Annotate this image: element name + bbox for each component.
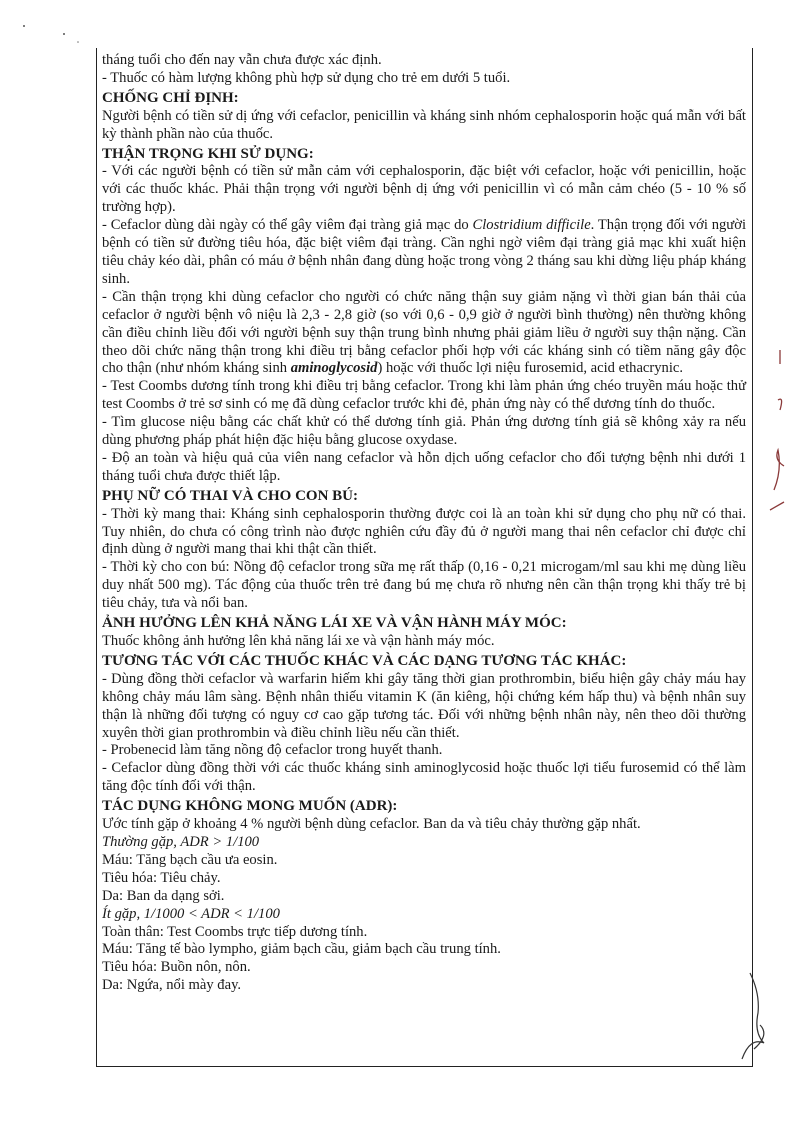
paragraph: - Thời kỳ mang thai: Kháng sinh cephalosporin thường được coi là an toàn khi sử dụng cho phụ nữ có thai. Tuy nhiên, do chưa có công trình nào được nghiên cứu đầy đủ ở người mang thai nên cefaclor chỉ được chỉ định dùng ở người mang thai khi thật cần thiết.: [102, 505, 746, 558]
heading-driving: ẢNH HƯỞNG LÊN KHẢ NĂNG LÁI XE VÀ VẬN HÀNH MÁY MÓC:: [102, 615, 567, 632]
paragraph: - Độ an toàn và hiệu quả của viên nang cefaclor và hỗn dịch uống cefaclor cho đối tượng bệnh nhi dưới 1 tháng tuổi chưa được thiết lập.: [102, 449, 746, 484]
frequency-uncommon: Ít gặp, 1/1000 < ADR < 1/100: [102, 905, 280, 922]
list-item: Tiêu hóa: Buồn nôn, nôn.: [102, 959, 251, 976]
text: - Cefaclor dùng dài ngày có thể gây viêm đại tràng giả mạc do: [102, 217, 473, 234]
text: ) hoặc với thuốc lợi niệu furosemid, acid ethacrynic.: [377, 360, 684, 377]
paragraph: [102, 289, 746, 379]
paragraph: - Cefaclor dùng đồng thời với các thuốc kháng sinh aminoglycosid hoặc thuốc lợi tiểu furosemid có thể làm tăng độc tính đối với thận.: [102, 760, 746, 795]
paragraph: tháng tuổi cho đến nay vẫn chưa được xác định.: [102, 52, 382, 68]
text: - Cần thận trọng khi dùng cefaclor cho người có chức năng thận suy giảm nặng vì thời gian bán thải của cefaclor ở người bệnh vô niệu là 2,3 - 2,8 giờ (so với 0,6 - 0,9 giờ ở người bình thường) nên thường không cần điều chỉnh liều đối với người bệnh suy thận trung bình nhưng phải giảm liều ở người suy thận nặng. Cần theo dõi chức năng thận trong khi điều trị bằng cefaclor phối hợp với các kháng sinh có tiềm năng gây độc cho thận (như nhóm kháng sinh: [102, 288, 746, 377]
paragraph: Người bệnh có tiền sử dị ứng với cefaclor, penicillin và kháng sinh nhóm cephalosporin hoặc quá mẫn với bất kỳ thành phần nào của thuốc.: [102, 107, 746, 142]
paragraph: - Thuốc có hàm lượng không phù hợp sử dụng cho trẻ em dưới 5 tuổi.: [102, 69, 511, 86]
document-body: [102, 52, 746, 995]
paragraph: - Với các người bệnh có tiền sử mẫn cảm với cephalosporin, đặc biệt với cefaclor, hoặc với penicillin, hoặc với các thuốc khác. Phải thận trọng với người bệnh dị ứng với penicillin vì có mẫn cảm chéo (5 - 10 % số trường hợp).: [102, 163, 746, 216]
list-item: Da: Ban da dạng sởi.: [102, 887, 225, 904]
text: . Thận trọng đối với người bệnh có tiền sử đường tiêu hóa, đặc biệt viêm đại tràng. Cần nghi ngờ viêm đại tràng giả mạc khi xuất hiện tiêu chảy kéo dài, phân có máu ở bệnh nhân đang dùng hoặc trong vòng 2 tháng sau khi dừng liệu pháp kháng sinh.: [102, 217, 746, 287]
handwritten-signature-right: [760, 340, 796, 520]
paragraph: Thuốc không ảnh hưởng lên khả năng lái xe và vận hành máy móc.: [102, 633, 495, 649]
paragraph: [102, 217, 746, 289]
paragraph: - Tìm glucose niệu bằng các chất khử có thể dương tính giả. Phản ứng dương tính giả sẽ không xảy ra nếu dùng phương pháp phát hiện đặc hiệu bằng glucose oxydase.: [102, 414, 746, 449]
paragraph: Ước tính gặp ở khoảng 4 % người bệnh dùng cefaclor. Ban da và tiêu chảy thường gặp nhất.: [102, 816, 641, 833]
heading-interactions: TƯƠNG TÁC VỚI CÁC THUỐC KHÁC VÀ CÁC DẠNG TƯƠNG TÁC KHÁC:: [102, 652, 627, 669]
heading-adverse-reactions: TÁC DỤNG KHÔNG MONG MUỐN (ADR):: [102, 798, 398, 815]
scan-mark-top: [20, 20, 80, 50]
frequency-common: Thường gặp, ADR > 1/100: [102, 833, 260, 850]
drug-class: aminoglycosid: [290, 360, 378, 377]
list-item: Tiêu hóa: Tiêu chảy.: [102, 869, 221, 886]
paragraph: - Dùng đồng thời cefaclor và warfarin hiếm khi gây tăng thời gian prothrombin, biểu hiện gây chảy máu hay không chảy máu lâm sàng. Bệnh nhân thiếu vitamin K (ăn kiêng, hội chứng kém hấp thu) và bệnh nhân suy thận là những đối tượng có nguy cơ cao gặp tương tác. Đối với những bệnh nhân này, nên theo dõi thường xuyên thời gian prothrombin và điều chỉnh liều nếu cần thiết.: [102, 670, 746, 741]
organism-name: Clostridium difficile: [472, 217, 591, 234]
handwritten-signature-bottom: [730, 965, 780, 1075]
heading-contraindications: CHỐNG CHỈ ĐỊNH:: [102, 89, 239, 106]
list-item: Toàn thân: Test Coombs trực tiếp dương tính.: [102, 923, 368, 940]
list-item: Máu: Tăng tế bào lympho, giảm bạch cầu, giảm bạch cầu trung tính.: [102, 941, 501, 958]
paragraph: - Probenecid làm tăng nồng độ cefaclor trong huyết thanh.: [102, 742, 443, 759]
paragraph: - Test Coombs dương tính trong khi điều trị bằng cefaclor. Trong khi làm phản ứng chéo truyền máu hoặc thử test Coombs ở trẻ sơ sinh có mẹ đã dùng cefaclor trước khi đẻ, phản ứng này có thể dương tính do thuốc.: [102, 378, 746, 413]
list-item: Máu: Tăng bạch cầu ưa eosin.: [102, 851, 278, 868]
heading-precautions: THẬN TRỌNG KHI SỬ DỤNG:: [102, 145, 314, 162]
list-item: Da: Ngứa, nổi mày đay.: [102, 977, 242, 994]
heading-pregnancy: PHỤ NỮ CÓ THAI VÀ CHO CON BÚ:: [102, 487, 358, 504]
paragraph: - Thời kỳ cho con bú: Nồng độ cefaclor trong sữa mẹ rất thấp (0,16 - 0,21 microgam/ml sau khi mẹ dùng liều duy nhất 500 mg). Tác động của thuốc trên trẻ đang bú mẹ chưa rõ nhưng nên cần thận trọng khi thấy trẻ bị tiêu chảy, tưa và nổi ban.: [102, 559, 746, 612]
